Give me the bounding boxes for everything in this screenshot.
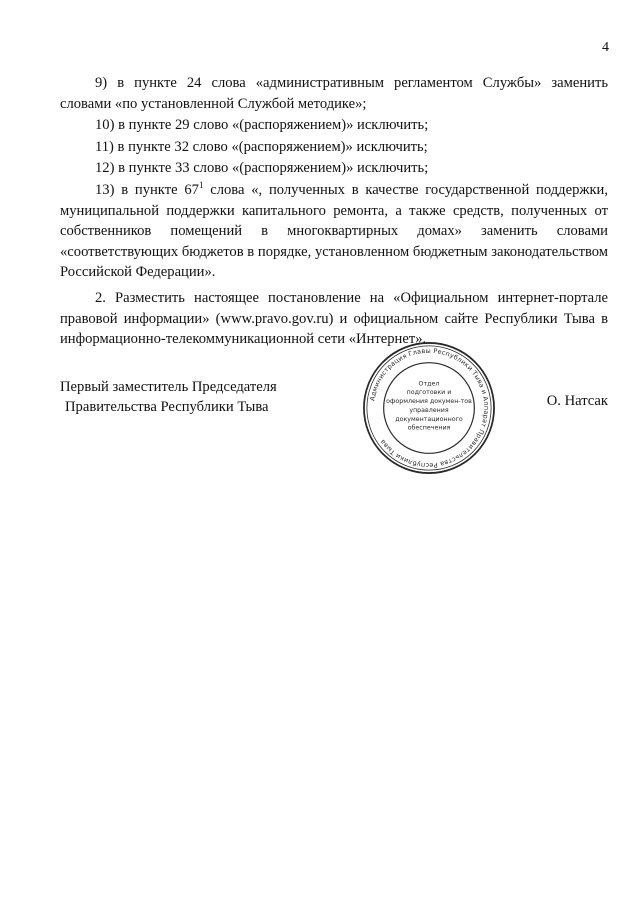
signatory-title-line1: Первый заместитель Председателя <box>60 379 277 395</box>
signature-block <box>60 346 608 502</box>
seal-center-line: оформления докумен-тов <box>386 398 472 406</box>
seal-center-line: Отдел <box>418 380 440 388</box>
seal-center-line: управления <box>409 406 449 414</box>
page-number: 4 <box>602 40 609 55</box>
document-body <box>60 73 608 351</box>
seal-center-line: документационного <box>395 415 463 423</box>
paragraph-item-9: 9) в пункте 24 слова «административным регламентом Службы» заменить словами «по установленной Службой методике»; <box>60 75 608 112</box>
signatory-title-line2: Правительства Республики Тыва <box>65 399 269 415</box>
signatory-title <box>60 377 277 417</box>
seal-center-line: обеспечения <box>407 424 451 432</box>
paragraph-item-12: 12) в пункте 33 слово «(распоряжением)» исключить; <box>95 160 429 177</box>
seal-center-line: подготовки и <box>406 389 452 397</box>
paragraph-item-10: 10) в пункте 29 слово «(распоряжением)» исключить; <box>95 117 429 134</box>
paragraph-item-11: 11) в пункте 32 слово «(распоряжением)» исключить; <box>95 138 428 155</box>
paragraph-item-13-prefix: 13) в пункте 67 <box>95 181 199 198</box>
signatory-name: О. Натсак <box>546 393 608 409</box>
paragraph-item-13-rest: слова «, полученных в качестве государственной поддержки, муниципальной поддержки капитального ремонта, а также средств, полученных от собственников помещений в многоквартирных домах» заменить словами «соответствующих бюджетов в порядке, установленном бюджетным законодательством Российской Федерации». <box>60 181 608 281</box>
paragraph-item-13 <box>60 180 608 283</box>
paragraph-publication: 2. Разместить настоящее постановление на «Официальном интернет-портале правовой информации» (www.pravo.gov.ru) и официальном сайте Республики Тыва в информационно-телекоммуникационной сети «Интернет». <box>60 289 608 348</box>
seal-ring-text: Администрация Главы Республики Тыва и Аппарат Правительства Республики Тыва <box>368 346 491 470</box>
superscript-index: 1 <box>198 180 204 191</box>
round-seal-icon <box>360 339 498 477</box>
